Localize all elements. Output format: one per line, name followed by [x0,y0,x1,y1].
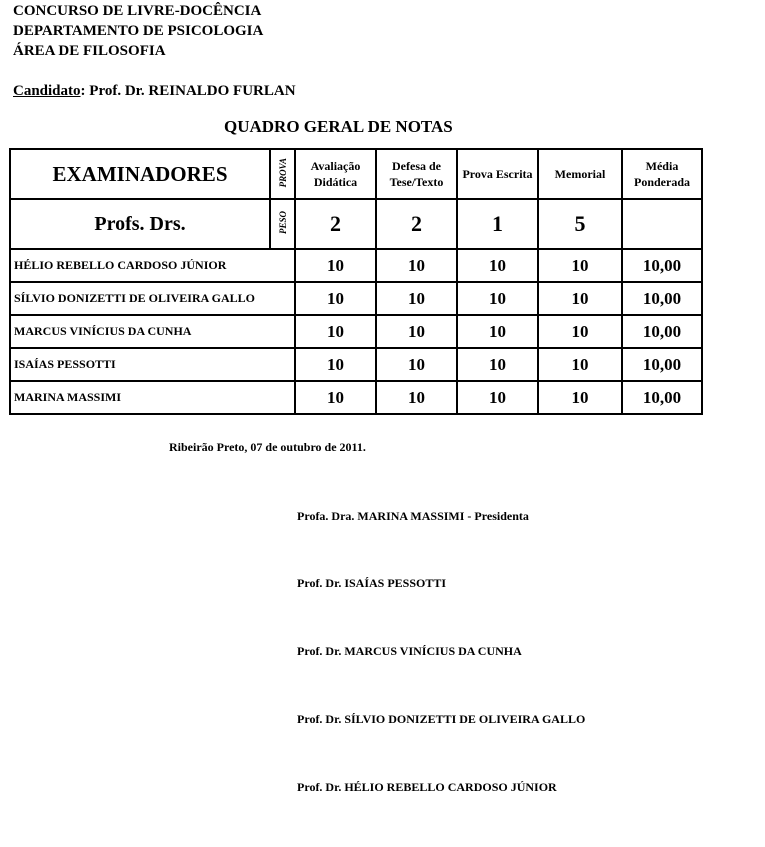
grade-cell: 10 [457,315,538,348]
examiner-name: ISAÍAS PESSOTTI [10,348,295,381]
grade-cell: 10 [538,315,622,348]
weight-prova-escrita: 1 [457,199,538,249]
signature-pessotti: Prof. Dr. ISAÍAS PESSOTTI [297,576,447,590]
grade-cell: 10 [457,348,538,381]
peso-vertical-label [270,199,295,249]
average-cell: 10,00 [622,348,702,381]
grade-cell: 10 [376,381,457,414]
grade-cell: 10 [295,381,376,414]
table-row [10,249,702,282]
profs-header: Profs. Drs. [10,199,270,249]
examiner-name: HÉLIO REBELLO CARDOSO JÚNIOR [10,249,295,282]
table-row [10,381,702,414]
grade-cell: 10 [295,348,376,381]
grade-cell: 10 [457,249,538,282]
weight-media-empty [622,199,702,249]
grade-cell: 10 [376,282,457,315]
candidate-line [13,81,296,101]
candidate-label: Candidato [13,83,81,99]
col-header-defesa: Defesa de Tese/Texto [376,149,457,199]
weight-avaliacao: 2 [295,199,376,249]
grade-cell: 10 [376,315,457,348]
table-row [10,348,702,381]
header-contest: CONCURSO DE LIVRE-DOCÊNCIA [13,3,262,19]
prova-vertical-text: PROVA [277,158,288,188]
signature-cunha: Prof. Dr. MARCUS VINÍCIUS DA CUNHA [297,644,522,658]
average-cell: 10,00 [622,249,702,282]
header-area: ÁREA DE FILOSOFIA [13,43,166,59]
grade-cell: 10 [538,348,622,381]
examiner-name: MARINA MASSIMI [10,381,295,414]
header-department: DEPARTAMENTO DE PSICOLOGIA [13,23,264,39]
grades-table [9,148,703,415]
average-cell: 10,00 [622,282,702,315]
weights-row [10,199,702,249]
col-header-avaliacao: Avaliação Didática [295,149,376,199]
examiners-header: EXAMINADORES [10,149,270,199]
signature-gallo: Prof. Dr. SÍLVIO DONIZETTI DE OLIVEIRA GALLO [297,712,586,726]
grade-cell: 10 [295,315,376,348]
grade-cell: 10 [538,282,622,315]
grade-cell: 10 [295,282,376,315]
weight-defesa: 2 [376,199,457,249]
col-header-media: Média Ponderada [622,149,702,199]
grade-cell: 10 [538,249,622,282]
prova-vertical-label [270,149,295,199]
place-date: Ribeirão Preto, 07 de outubro de 2011. [169,440,366,454]
table-row [10,282,702,315]
weight-memorial: 5 [538,199,622,249]
grade-cell: 10 [376,249,457,282]
signature-cardoso: Prof. Dr. HÉLIO REBELLO CARDOSO JÚNIOR [297,780,557,794]
grade-cell: 10 [457,381,538,414]
col-header-memorial: Memorial [538,149,622,199]
signature-president: Profa. Dra. MARINA MASSIMI - Presidenta [297,509,529,523]
grade-cell: 10 [538,381,622,414]
grade-cell: 10 [295,249,376,282]
table-title: QUADRO GERAL DE NOTAS [224,117,453,136]
average-cell: 10,00 [622,381,702,414]
grade-cell: 10 [376,348,457,381]
col-header-prova-escrita: Prova Escrita [457,149,538,199]
table-row [10,315,702,348]
grade-cell: 10 [457,282,538,315]
header-row [10,149,702,199]
peso-vertical-text: PESO [277,211,288,235]
average-cell: 10,00 [622,315,702,348]
examiner-name: MARCUS VINÍCIUS DA CUNHA [10,315,295,348]
candidate-name: : Prof. Dr. REINALDO FURLAN [80,83,296,99]
examiner-name: SÍLVIO DONIZETTI DE OLIVEIRA GALLO [10,282,295,315]
